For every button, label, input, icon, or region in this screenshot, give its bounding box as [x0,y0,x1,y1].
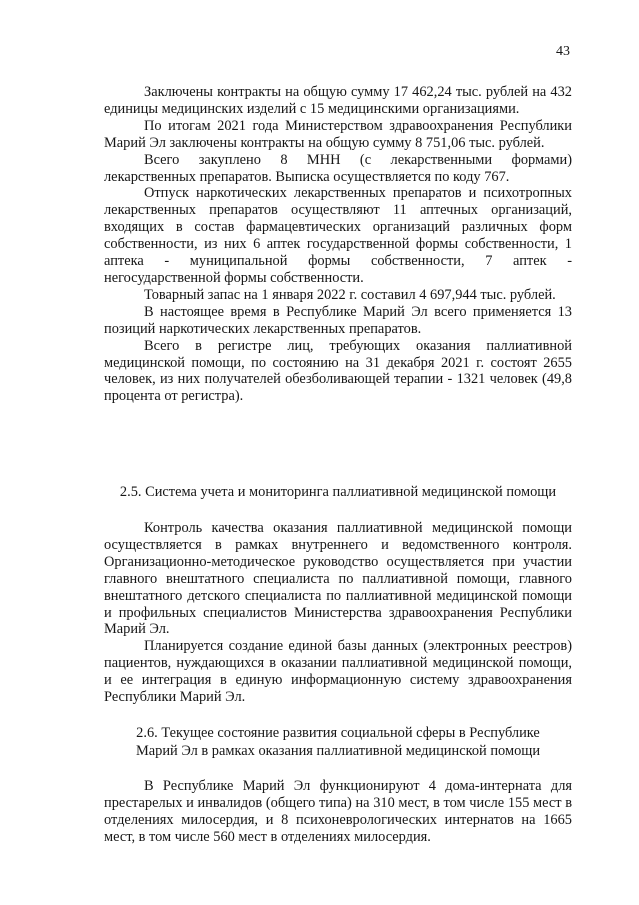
paragraph: В настоящее время в Республике Марий Эл всего применяется 13 позиций наркотических лекарственных препаратов. [104,303,572,337]
paragraph: В Республике Марий Эл функционируют 4 дома-интерната для престарелых и инвалидов (общего типа) на 310 мест, в том числе 155 мест в отделениях милосердия, и 8 психоневрологических интернатов на 1665 мест, в том числе 560 мест в отделениях милосердия. [104,778,572,845]
section-heading: 2.5. Система учета и мониторинга паллиативной медицинской помощи [119,484,557,500]
paragraph: Планируется создание единой базы данных (электронных реестров) пациентов, нуждающихся в оказании паллиативной медицинской помощи, и ее интеграция в единую информационную систему здравоохранения Республики Марий Эл. [104,638,572,706]
paragraph: Всего в регистре лиц, требующих оказания паллиативной медицинской помощи, по состоянию на 31 декабря 2021 г. состоят 2655 человек, из них получателей обезболивающей терапии - 1321 человек (49,8 процента от регистра). [104,337,572,405]
section-2-6-body [104,778,572,846]
top-text-block [104,84,572,405]
paragraph: Товарный запас на 1 января 2022 г. составил 4 697,944 тыс. рублей. [144,286,556,303]
section-heading: 2.6. Текущее состояние развития социальной сферы в Республике [136,725,540,741]
paragraph: По итогам 2021 года Министерством здравоохранения Республики Марий Эл заключены контракты на общую сумму 8 751,06 тыс. рублей. [104,117,572,151]
section-2-6-heading-block [104,724,572,760]
page-number: 43 [556,44,570,59]
paragraph: Отпуск наркотических лекарственных препаратов и психотропных лекарственных препаратов осуществляют 11 аптечных организаций, входящих в состав фармацевтических организаций различных форм собственности, из них 6 аптек государственной формы собственности, 1 аптека - муниципальной формы собственности, 7 аптек - негосударственной формы собственности. [104,185,572,286]
section-2-5-body [104,520,572,706]
paragraph: Заключены контракты на общую сумму 17 462,24 тыс. рублей на 432 единицы медицинских изделий с 15 медицинскими организациями. [104,84,572,117]
section-heading: Марий Эл в рамках оказания паллиативной медицинской помощи [135,743,541,759]
paragraph: Контроль качества оказания паллиативной медицинской помощи осуществляется в рамках внутреннего и ведомственного контроля. Организационно-методическое руководство осуществляется при участии главного внештатного специалиста по паллиативной помощи, главного внештатного детского специалиста по паллиативной медицинской помощи и профильных специалистов Министерства здравоохранения Республики Марий Эл. [104,520,572,638]
section-2-5-heading-block [104,483,572,501]
paragraph: Всего закуплено 8 МНН (с лекарственными формами) лекарственных препаратов. Выписка осуществляется по коду 767. [104,151,572,185]
